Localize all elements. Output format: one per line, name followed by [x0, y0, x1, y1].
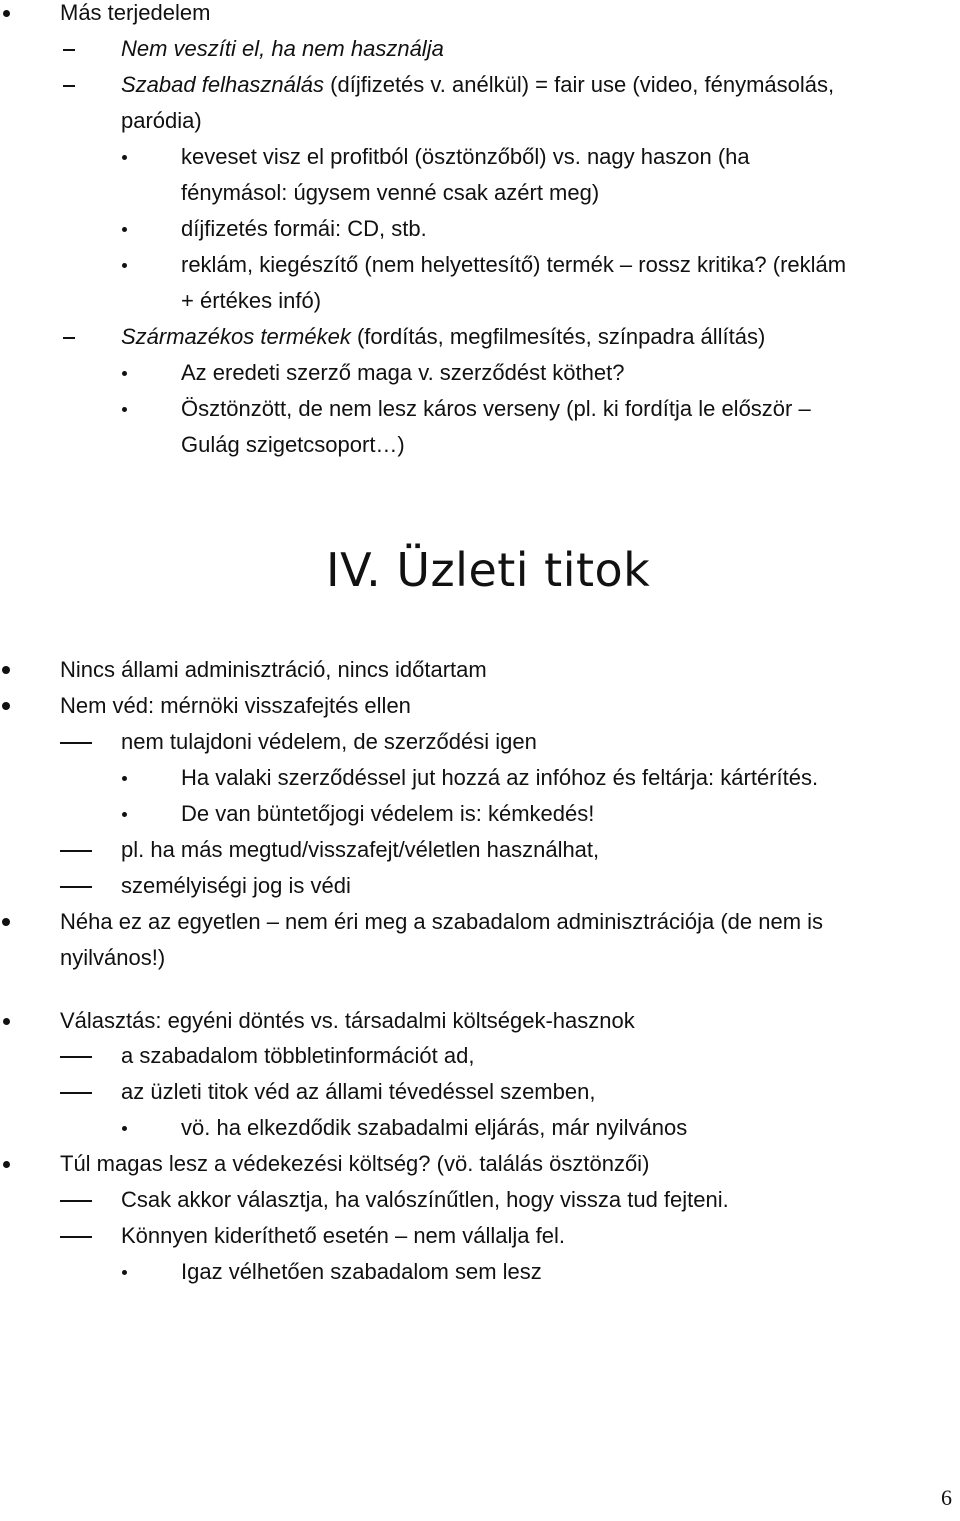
item-text: vö. ha elkezdődik szabadalmi eljárás, már nyilvános: [181, 1115, 688, 1140]
italic-term: Szabad felhasználás: [121, 72, 325, 97]
item-text: Csak akkor választja, ha valószínűtlen, hogy vissza tud fejteni.: [121, 1187, 729, 1212]
item-text: De van büntetőjogi védelem is: kémkedés!: [181, 801, 595, 826]
item-text: Gulág szigetcsoport…): [181, 432, 405, 457]
item-text: nyilvános!): [60, 945, 166, 970]
item-text: Néha ez az egyetlen – nem éri meg a szabadalom adminisztrációja (de nem is: [60, 909, 824, 934]
list-item: [0, 904, 960, 940]
list-item-continuation: [0, 283, 960, 319]
item-text: fénymásol: úgysem venné csak azért meg): [181, 180, 600, 205]
list-item-continuation: [0, 427, 960, 463]
list-item: [0, 1254, 960, 1290]
list-item: [0, 1146, 960, 1182]
item-text: Más terjedelem: [60, 0, 211, 25]
list-item: [0, 139, 960, 175]
item-text: nem tulajdoni védelem, de szerződési igen: [121, 729, 537, 754]
list-item: [0, 355, 960, 391]
item-text: paródia): [121, 108, 202, 133]
item-text: keveset visz el profitból (ösztönzőből) vs. nagy haszon (ha: [181, 144, 750, 169]
item-text: az üzleti titok véd az állami tévedéssel szemben,: [121, 1079, 596, 1104]
item-text: [121, 67, 834, 103]
list-item-continuation: [0, 103, 960, 139]
item-text: a szabadalom többletinformációt ad,: [121, 1043, 475, 1068]
list-item: [0, 31, 960, 67]
item-text: Nem véd: mérnöki visszafejtés ellen: [60, 693, 411, 718]
list-item: [0, 724, 960, 760]
list-item: [0, 652, 960, 688]
item-text: személyiségi jog is védi: [121, 873, 351, 898]
list-item-continuation: [0, 175, 960, 211]
list-item: [0, 1038, 960, 1074]
italic-term: Származékos termékek: [121, 324, 351, 349]
list-item: [0, 0, 960, 31]
item-text: Ha valaki szerződéssel jut hozzá az infóhoz és feltárja: kártérítés.: [181, 765, 819, 790]
list-item: [0, 1218, 960, 1254]
item-text: pl. ha más megtud/visszafejt/véletlen használhat,: [121, 837, 600, 862]
list-item: [0, 832, 960, 868]
list-item: [0, 1074, 960, 1110]
item-text: Könnyen kideríthető esetén – nem vállalja fel.: [121, 1223, 565, 1248]
item-text: Igaz vélhetően szabadalom sem lesz: [181, 1259, 542, 1284]
item-text: [121, 319, 765, 355]
list-item: [0, 1003, 960, 1039]
list-item: [0, 1182, 960, 1218]
item-text: Nincs állami adminisztráció, nincs időtartam: [60, 657, 487, 682]
section-heading: IV. Üzleti titok: [326, 543, 651, 597]
item-text: Túl magas lesz a védekezési költség? (vö. találás ösztönzői): [60, 1151, 650, 1176]
list-item: [0, 760, 960, 796]
list-item-continuation: [0, 940, 960, 976]
list-item: [0, 1110, 960, 1146]
page-number: 6: [941, 1485, 952, 1510]
list-item: [0, 868, 960, 904]
item-text: Ösztönzött, de nem lesz káros verseny (pl. ki fordítja le először –: [181, 396, 811, 421]
list-item: [0, 391, 960, 427]
list-item: [0, 247, 960, 283]
list-item: [0, 211, 960, 247]
list-item: [0, 319, 960, 355]
list-item: [0, 67, 960, 103]
list-item: [0, 796, 960, 832]
item-text: díjfizetés formái: CD, stb.: [181, 216, 427, 241]
list-item: [0, 688, 960, 724]
item-text-rest: (fordítás, megfilmesítés, színpadra állítás): [350, 324, 766, 349]
item-text: Választás: egyéni döntés vs. társadalmi költségek-hasznok: [60, 1008, 635, 1033]
item-text: Az eredeti szerző maga v. szerződést köthet?: [181, 360, 625, 385]
item-text: Nem veszíti el, ha nem használja: [121, 36, 444, 61]
item-text: reklám, kiegészítő (nem helyettesítő) termék – rossz kritika? (reklám: [181, 252, 847, 277]
item-text: + értékes infó): [181, 288, 322, 313]
item-text-rest: (díjfizetés v. anélkül) = fair use (video, fénymásolás,: [324, 72, 835, 97]
